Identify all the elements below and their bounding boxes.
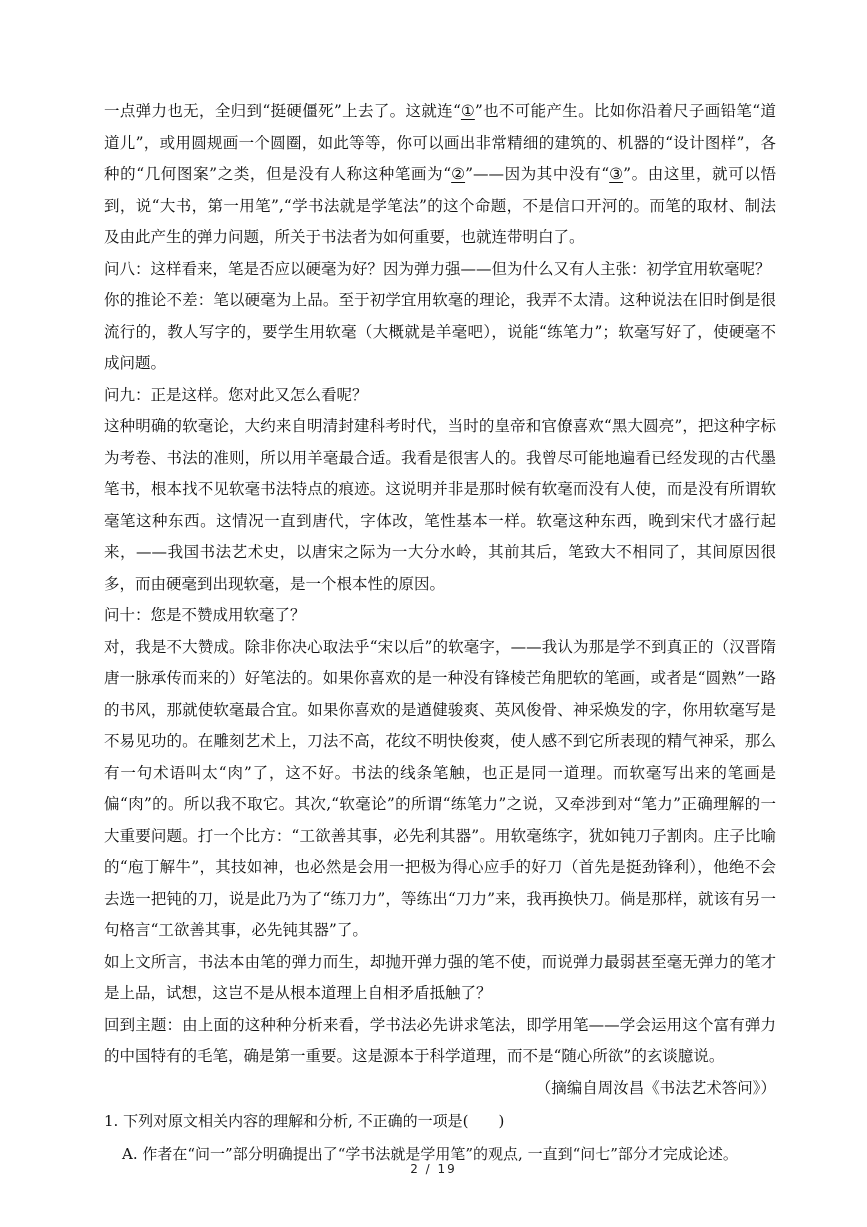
article-body <box>104 96 776 1170</box>
blank-2: ② <box>451 165 466 183</box>
conclusion-paragraph: 回到主题：由上面的这种种分析来看，学书法必先讲求笔法，即学用笔——学会运用这个富有弹力的中国特有的毛笔，确是第一重要。这是源本于科学道理，而不是“随心所欲”的玄谈臆说。 <box>104 1015 776 1065</box>
question-9: 问九：正是这样。您对此又怎么看呢？ <box>104 385 368 404</box>
blank-1: ① <box>460 102 475 120</box>
option-a: A. 作者在“问一”部分明确提出了“学书法就是学用笔”的观点, 一直到“问七”部分才完成论述。 <box>122 1145 738 1163</box>
paragraph-1: 一点弹力也无，全归到“挺硬僵死”上去了。这就连“①”也不可能产生。比如你沿着尺子画铅笔“道道儿”，或用圆规画一个圆圈，如此等等，你可以画出非常精细的建筑的、机器的“设计图样”，各种的“几何图案”之类，但是没有人称这种笔画为“②”——因为其中没有“③”。由这里，就可以悟到，说“大书，第一用笔”,“学书法就是学笔法”的这个命题，不是信口开河的。而笔的取材、制法及由此产生的弹力问题，所关于书法者为如何重要，也就连带明白了。 <box>104 96 776 254</box>
summary-paragraph: 如上文所言，书法本由笔的弹力而生，却抛开弹力强的笔不使，而说弹力最弱甚至毫无弹力的笔才是上品，试想，这岂不是从根本道理上自相矛盾抵触了？ <box>104 952 776 1002</box>
answer-8: 你的推论不差：笔以硬毫为上品。至于初学宜用软毫的理论，我弄不太清。这种说法在旧时倒是很流行的，教人写字的，要学生用软毫（大概就是羊毫吧），说能“练笔力”；软毫写好了，使硬毫不成问题。 <box>104 291 776 372</box>
source-citation: （摘编自周汝昌《书法艺术答问》） <box>535 1078 776 1097</box>
answer-9: 这种明确的软毫论，大约来自明清封建科考时代，当时的皇帝和官僚喜欢“黑大圆亮”，把这种字标为考卷、书法的准则，所以用羊毫最合适。我看是很害人的。我曾尽可能地遍看已经发现的古代墨笔书，根本找不见软毫书法特点的痕迹。这说明并非是那时候有软毫而没有人使，而是没有所谓软毫笔这种东西。这情况一直到唐代，字体改，笔性基本一样。软毫这种东西，晚到宋代才盛行起来，——我国书法艺术史，以唐宋之际为一大分水岭，其前其后，笔致大不相同了，其间原因很多，而由硬毫到出现软毫，是一个根本性的原因。 <box>104 417 776 593</box>
question-10: 问十：您是不赞成用软毫了？ <box>104 606 306 624</box>
answer-10: 对，我是不大赞成。除非你决心取法乎“宋以后”的软毫字，——我认为那是学不到真正的（汉晋隋唐一脉承传而来的）好笔法的。如果你喜欢的是一种没有锋棱芒角肥软的笔画，或者是“圆熟”一路的书风，那就使软毫最合宜。如果你喜欢的是遒健骏爽、英风俊骨、神采焕发的字，你用软毫写是不易见功的。在雕刻艺术上，刀法不高，花纹不明快俊爽，使人感不到它所表现的精气神采，那么有一句术语叫太“肉”了，这不好。书法的线条笔触，也正是同一道理。而软毫写出来的笔画是偏“肉”的。所以我不取它。其次,“软毫论”的所谓“练笔力”之说，又牵涉到对“笔力”正确理解的一大重要问题。打一个比方：“工欲善其事，必先利其器”。用软毫练字，犹如钝刀子割肉。庄子比喻的“庖丁解牛”，其技如神，也必然是会用一把极为得心应手的好刀（首先是挺劲锋利），他绝不会去选一把钝的刀，说是此乃为了“练刀力”，等练出“刀力”来，我再换快刀。倘是那样，就该有另一句格言“工欲善其事，必先钝其器”了。 <box>104 637 776 939</box>
question-stem: 1. 下列对原文相关内容的理解和分析, 不正确的一项是( ) <box>104 1112 505 1130</box>
page-number: 2 / 19 <box>410 1162 457 1176</box>
blank-3: ③ <box>609 165 624 183</box>
question-8: 问八：这样看来，笔是否应以硬毫为好？因为弹力强——但为什么又有人主张：初学宜用软毫呢？ <box>104 259 771 278</box>
